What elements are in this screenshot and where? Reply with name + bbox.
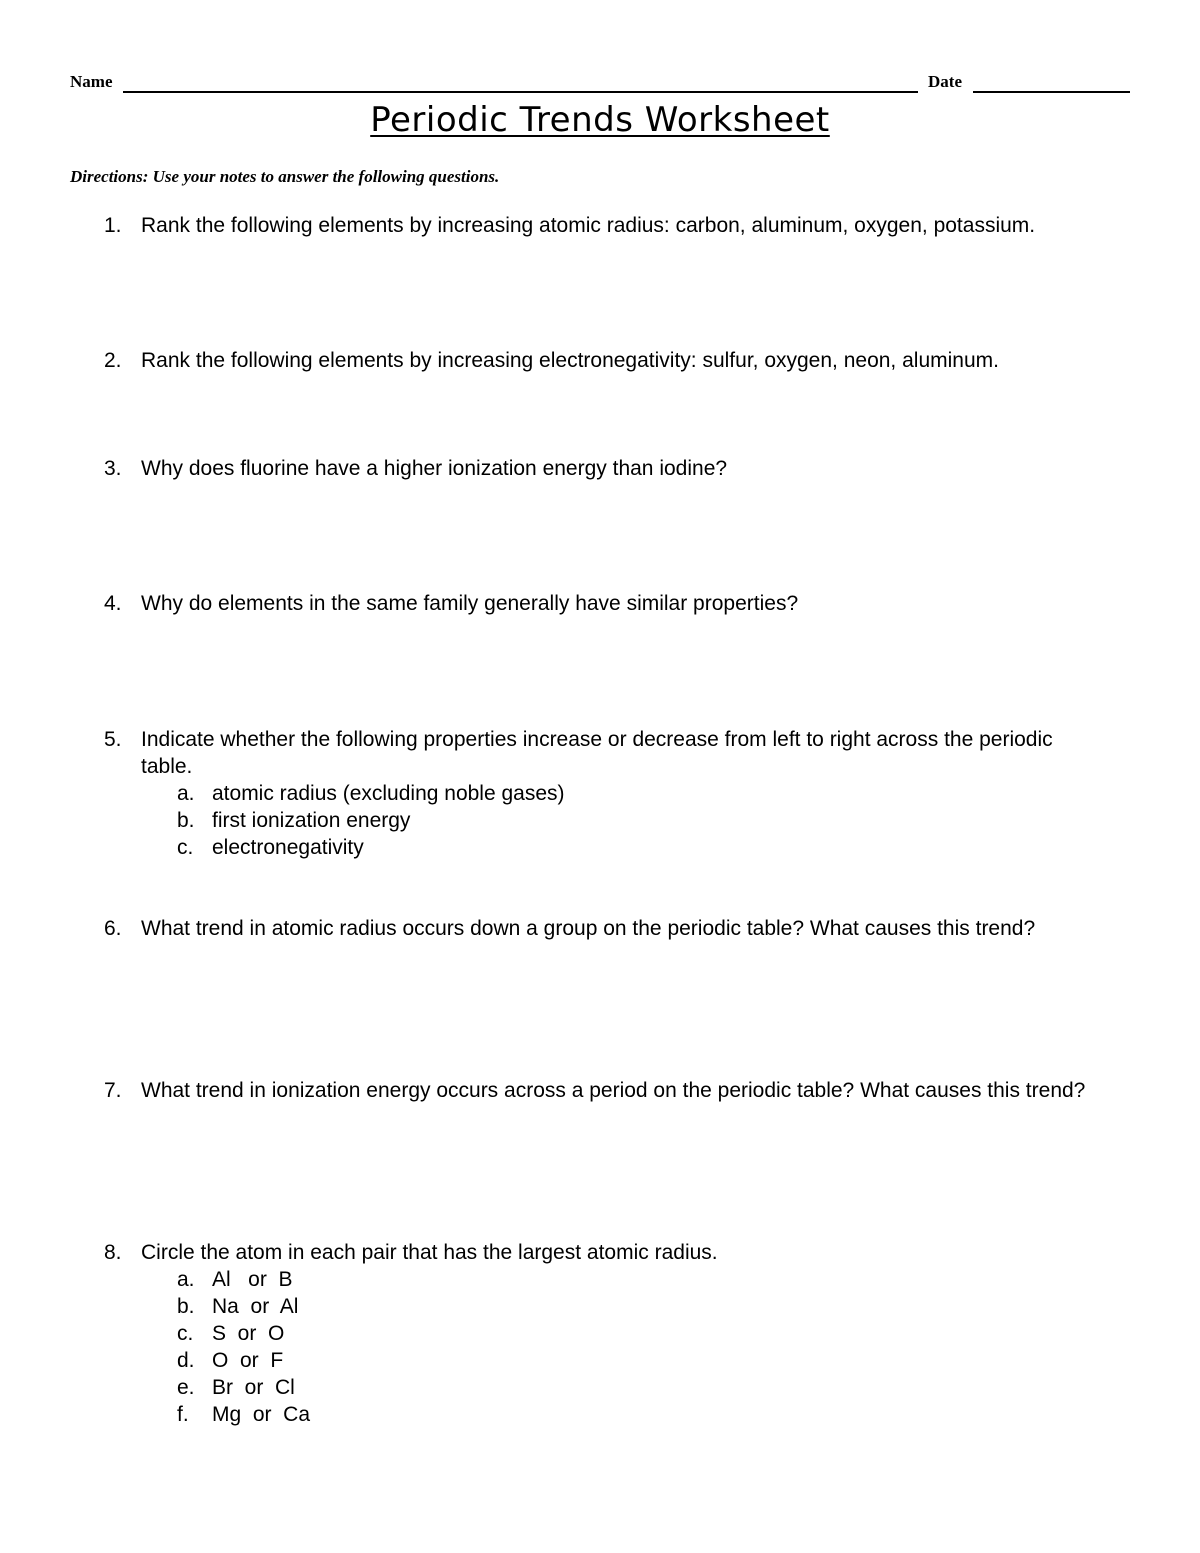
question-3 <box>104 455 1094 482</box>
sub-item-text: O or F <box>212 1349 284 1372</box>
page-title <box>0 100 1200 140</box>
sub-item-text: S or O <box>212 1322 285 1345</box>
question-text: Rank the following elements by increasing atomic radius: carbon, aluminum, oxygen, potassium. <box>141 214 1036 237</box>
sub-item-text: first ionization energy <box>212 809 411 832</box>
question-number: 5. <box>104 728 122 751</box>
question-text: What trend in ionization energy occurs across a period on the periodic table? What causes this trend? <box>141 1079 1086 1102</box>
sub-item-letter: b. <box>177 1295 195 1318</box>
sub-item-letter: e. <box>177 1376 195 1399</box>
question-5 <box>104 726 1094 861</box>
question-number: 1. <box>104 214 122 237</box>
question-number: 6. <box>104 917 122 940</box>
question-2 <box>104 347 1124 374</box>
question-text: Why does fluorine have a higher ionization energy than iodine? <box>141 457 728 480</box>
sub-item-letter: f. <box>177 1403 189 1426</box>
question-number: 8. <box>104 1241 122 1264</box>
sub-item-letter: a. <box>177 1268 195 1291</box>
directions: Directions: Use your notes to answer the following questions. <box>70 167 500 186</box>
sub-item <box>141 1293 1094 1320</box>
question-text: What trend in atomic radius occurs down a group on the periodic table? What causes this trend? <box>141 917 1036 940</box>
sub-item-letter: a. <box>177 782 195 805</box>
sub-item-letter: d. <box>177 1349 195 1372</box>
question-8 <box>104 1239 1094 1428</box>
sub-item-letter: c. <box>177 1322 194 1345</box>
sub-item-text: electronegativity <box>212 836 364 859</box>
question-7 <box>104 1077 1094 1104</box>
question-number: 7. <box>104 1079 122 1102</box>
sub-item-text: Al or B <box>212 1268 293 1291</box>
question-number: 3. <box>104 457 122 480</box>
sub-item <box>141 1347 1094 1374</box>
sub-item <box>141 1320 1094 1347</box>
sub-item <box>141 834 1094 861</box>
date-label: Date <box>928 72 962 91</box>
sub-item-text: Br or Cl <box>212 1376 295 1399</box>
question-text: Indicate whether the following properties increase or decrease from left to right across the periodic table. <box>141 728 1053 778</box>
sub-item-letter: b. <box>177 809 195 832</box>
question-text: Why do elements in the same family generally have similar properties? <box>141 592 799 615</box>
sub-item-text: atomic radius (excluding noble gases) <box>212 782 565 805</box>
sub-item <box>141 1266 1094 1293</box>
name-blank-line[interactable] <box>123 91 918 93</box>
question-text: Circle the atom in each pair that has the largest atomic radius. <box>141 1241 718 1264</box>
page-title-text: Periodic Trends Worksheet <box>370 100 830 140</box>
question-text: Rank the following elements by increasing electronegativity: sulfur, oxygen, neon, aluminum. <box>141 349 999 372</box>
sub-item-text: Na or Al <box>212 1295 299 1318</box>
question-4 <box>104 590 1094 617</box>
name-label: Name <box>70 72 113 91</box>
sub-item-text: Mg or Ca <box>212 1403 311 1426</box>
sub-item <box>141 807 1094 834</box>
sub-item-letter: c. <box>177 836 194 859</box>
sub-item <box>141 1401 1094 1428</box>
question-number: 4. <box>104 592 122 615</box>
header-row <box>70 70 1130 96</box>
sub-item <box>141 780 1094 807</box>
question-6 <box>104 915 1094 942</box>
date-blank-line[interactable] <box>973 91 1130 93</box>
sub-item <box>141 1374 1094 1401</box>
question-number: 2. <box>104 349 122 372</box>
question-1 <box>104 212 1094 239</box>
